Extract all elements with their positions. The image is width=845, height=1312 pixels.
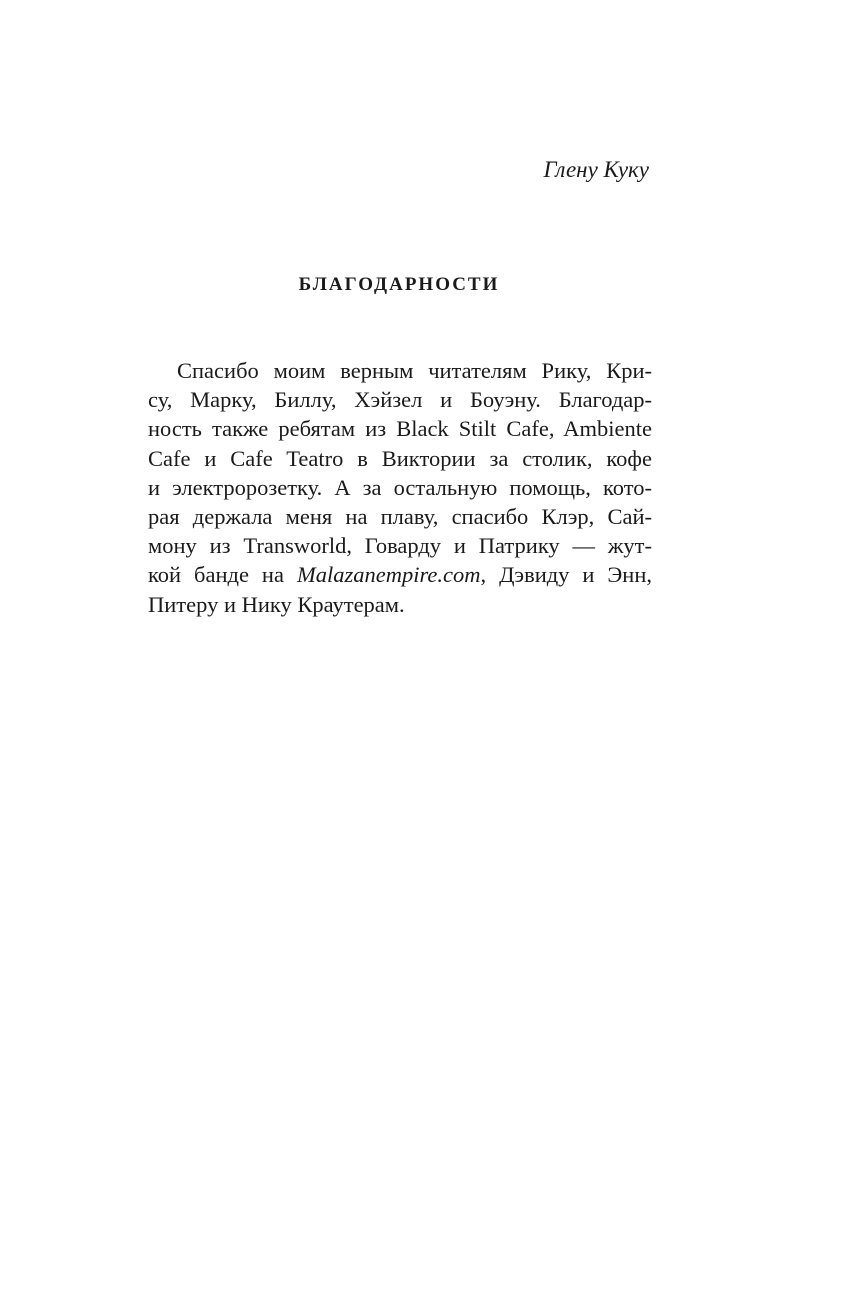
paragraph-line: рая держала меня на плаву, спасибо Клэр, Сай- [148, 503, 652, 529]
line-text-before-site: кой банде на [148, 562, 297, 588]
paragraph-line: мону из Transworld, Говарду и Патрику — жут- [148, 533, 652, 559]
acknowledgements-paragraph [148, 356, 652, 619]
dedication: Глену Куку [543, 157, 649, 182]
line-text-after-site: , Дэвиду и Энн, [480, 562, 652, 588]
paragraph-line: Cafe и Cafe Teatro в Виктории за столик, кофе [148, 445, 652, 471]
paragraph-line: Спасибо моим верным читателям Рику, Кри- [177, 358, 652, 383]
website-name: Malazanempire.com [296, 562, 481, 588]
paragraph-line: ность также ребятам из Black Stilt Cafe, Ambiente [148, 416, 652, 442]
paragraph-line: и электророзетку. А за остальную помощь, кото- [148, 474, 652, 500]
paragraph-last-line: Питеру и Нику Краутерам. [148, 591, 405, 617]
paragraph-line: су, Марку, Биллу, Хэйзел и Боуэну. Благодар- [148, 387, 652, 413]
section-heading: БЛАГОДАРНОСТИ [298, 274, 500, 295]
paragraph-line [148, 560, 652, 589]
